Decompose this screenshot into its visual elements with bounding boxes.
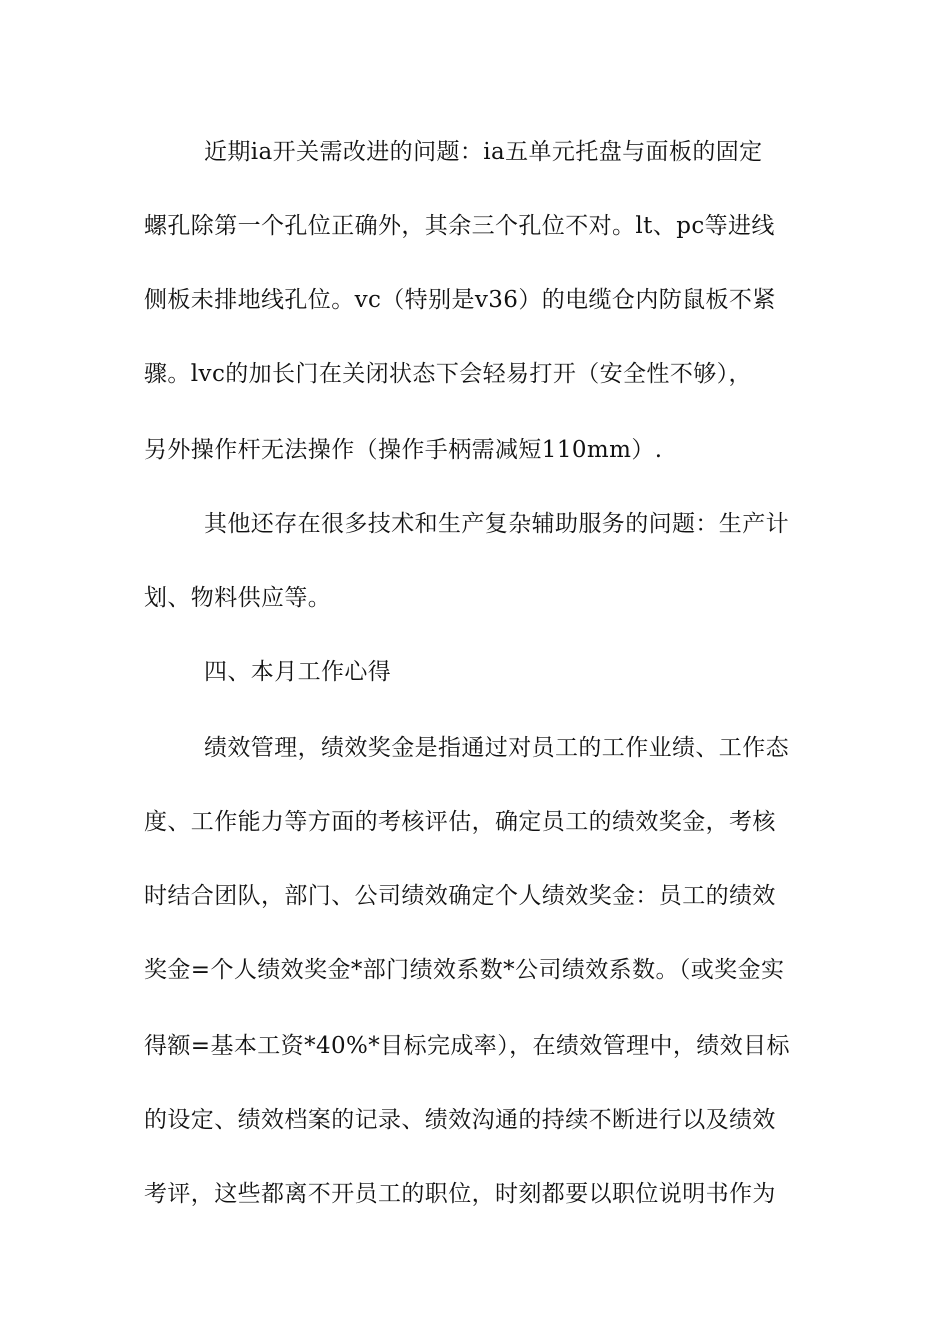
paragraph-line: 绩效管理，绩效奖金是指通过对员工的工作业绩、工作态 [204,735,789,761]
paragraph-line: 近期ia开关需改进的问题：ia五单元托盘与面板的固定 [204,139,763,165]
paragraph-line: 螺孔除第一个孔位正确外，其余三个孔位不对。lt、pc等进线 [144,213,775,239]
paragraph-line: 度、工作能力等方面的考核评估，确定员工的绩效奖金，考核 [144,809,776,835]
paragraph-line: 骤。lvc的加长门在关闭状态下会轻易打开（安全性不够）， [144,361,752,387]
paragraph-line: 考评，这些都离不开员工的职位，时刻都要以职位说明书作为 [144,1181,776,1207]
section-heading: 四、本月工作心得 [204,659,392,685]
paragraph-line: 其他还存在很多技术和生产复杂辅助服务的问题：生产计 [204,511,789,537]
paragraph-line: 奖金=个人绩效奖金*部门绩效系数*公司绩效系数。（或奖金实 [144,957,785,983]
paragraph-line: 划、物料供应等。 [144,585,332,611]
paragraph-line: 侧板未排地线孔位。vc（特别是v36）的电缆仓内防鼠板不紧 [144,287,776,313]
paragraph-line: 时结合团队，部门、公司绩效确定个人绩效奖金：员工的绩效 [144,883,776,909]
paragraph-line: 得额=基本工资*40%*目标完成率），在绩效管理中，绩效目标 [144,1033,790,1059]
paragraph-line: 另外操作杆无法操作（操作手柄需减短110mm）. [144,437,663,463]
paragraph-line: 的设定、绩效档案的记录、绩效沟通的持续不断进行以及绩效 [144,1107,776,1133]
